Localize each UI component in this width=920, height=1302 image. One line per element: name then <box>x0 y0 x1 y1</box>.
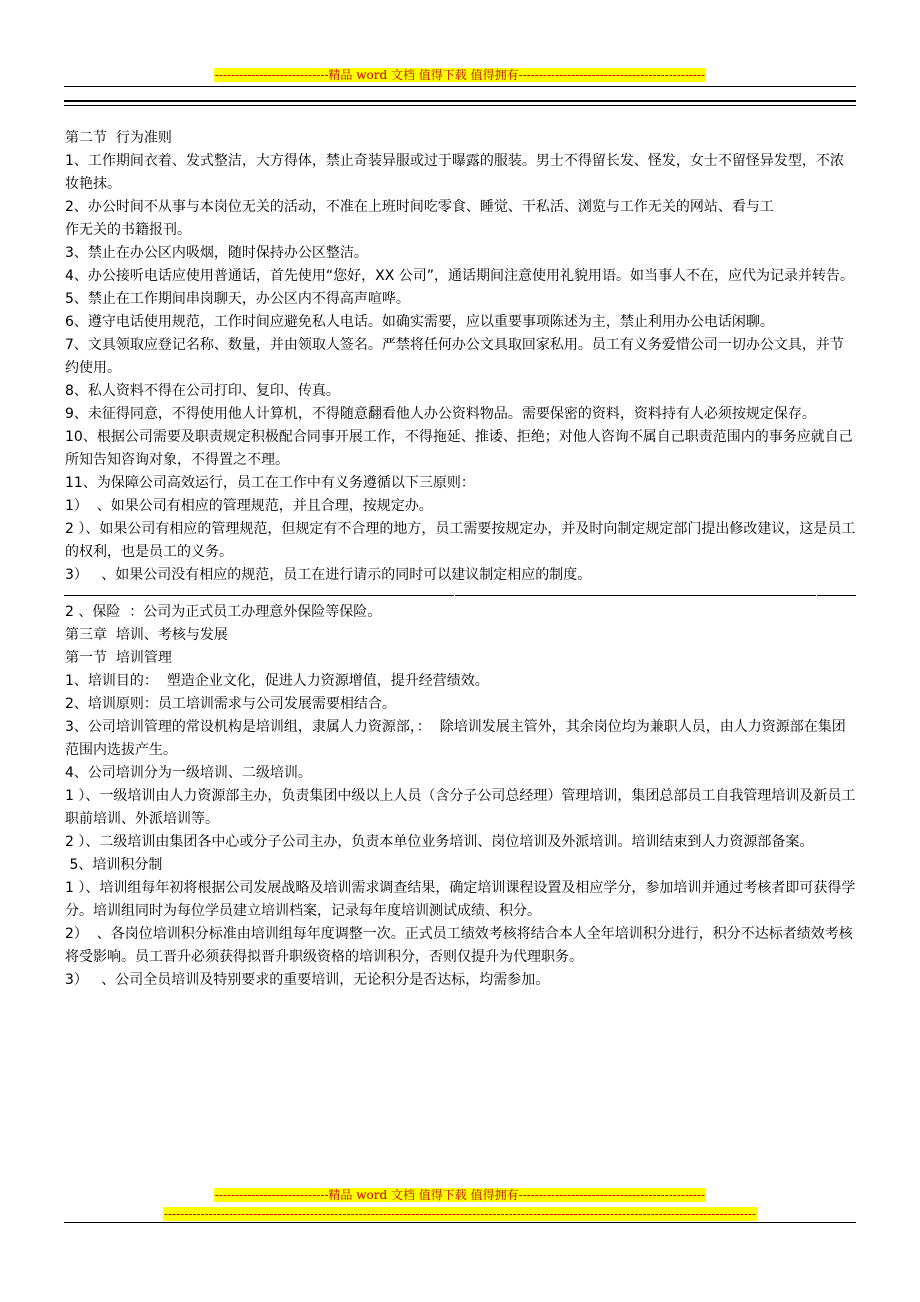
footer-dashes <box>0 1207 920 1222</box>
paragraph: 2 ）、如果公司有相应的管理规范，但规定有不合理的地方，员工需要按规定办，并及时向制定规定部门提出修改建议，这是员工的权利，也是员工的义务。 <box>65 521 856 560</box>
section-training <box>65 601 857 992</box>
footer-banner-text: ----------------------------精品 word 文档 值得下载 值得拥有---------------------------------------------- <box>214 1188 706 1202</box>
paragraph: 作无关的书籍报刊。 <box>65 222 191 238</box>
paragraph: 3、禁止在办公区内吸烟，随时保持办公区整洁。 <box>65 245 368 261</box>
paragraph: 5、禁止在工作期间串岗聊天，办公区内不得高声喧哗。 <box>65 291 410 307</box>
paragraph: 第三章 培训、考核与发展 <box>65 627 228 643</box>
paragraph: 2） 、各岗位培训积分标准由培训组每年度调整一次。正式员工绩效考核将结合本人全年培训积分进行，积分不达标者绩效考核将受影响。员工晋升必须获得拟晋升职级资格的培训积分，否则仅提升为代理职务。 <box>65 926 853 965</box>
paragraph: 5、培训积分制 <box>65 857 163 873</box>
paragraph: 2、培训原则：员工培训需求与公司发展需要相结合。 <box>65 696 396 712</box>
paragraph: 第一节 培训管理 <box>65 650 172 666</box>
paragraph: 1） 、如果公司有相应的管理规范，并且合理，按规定办。 <box>65 498 433 514</box>
paragraph: 9、未征得同意，不得使用他人计算机，不得随意翻看他人办公资料物品。需要保密的资料，资料持有人必须按规定保存。 <box>65 406 816 422</box>
paragraph: 10、根据公司需要及职责规定积极配合同事开展工作，不得拖延、推诿、拒绝；对他人咨询不属自己职责范围内的事务应就自己所知告知咨询对象，不得置之不理。 <box>65 429 853 468</box>
paragraph: 8、私人资料不得在公司打印、复印、传真。 <box>65 383 340 399</box>
header-banner-text: ----------------------------精品 word 文档 值得下载 值得拥有---------------------------------------------- <box>214 68 706 82</box>
paragraph: 3） 、公司全员培训及特别要求的重要培训，无论积分是否达标，均需参加。 <box>65 972 550 988</box>
footer-rule <box>64 1222 856 1223</box>
header-rule <box>64 86 856 87</box>
document-body <box>65 127 857 992</box>
section-code-of-conduct <box>65 127 857 587</box>
paragraph: 第二节 行为准则 <box>65 130 172 146</box>
paragraph: 2 、保险 ：公司为正式员工办理意外保险等保险。 <box>65 604 382 620</box>
paragraph: 6、遵守电话使用规范，工作时间应避免私人电话。如确实需要，应以重要事项陈述为主，禁止利用办公电话闲聊。 <box>65 314 774 330</box>
paragraph: 11、为保障公司高效运行，员工在工作中有义务遵循以下三原则： <box>65 475 475 491</box>
page-break-rule <box>64 595 856 596</box>
paragraph: 4、办公接听电话应使用普通话，首先使用“您好，XX 公司”，通话期间注意使用礼貌用语。如当事人不在，应代为记录并转告。 <box>65 268 855 284</box>
header-banner <box>0 68 920 83</box>
header-double-rule-top <box>64 100 856 102</box>
paragraph: 1、培训目的： 塑造企业文化，促进人力资源增值，提升经营绩效。 <box>65 673 489 689</box>
paragraph: 1 ）、培训组每年初将根据公司发展战略及培训需求调查结果，确定培训课程设置及相应学分，参加培训并通过考核者即可获得学分。培训组同时为每位学员建立培训档案，记录每年度培训测试成绩、积分。 <box>65 880 856 919</box>
paragraph: 7、文具领取应登记名称、数量，并由领取人签名。严禁将任何办公文具取回家私用。员工有义务爱惜公司一切办公文具，并节约使用。 <box>65 337 844 376</box>
footer-dashes-text: -------------------------------------------------------------------------------------------------------------------------------------------------- <box>164 1207 756 1221</box>
paragraph: 3） 、如果公司没有相应的规范，员工在进行请示的同时可以建议制定相应的制度。 <box>65 567 592 583</box>
header-double-rule-bottom <box>64 105 856 106</box>
paragraph: 1、工作期间衣着、发式整洁，大方得体，禁止奇装异服或过于曝露的服装。男士不得留长发、怪发，女士不留怪异发型，不浓妆艳抹。 <box>65 153 844 192</box>
footer-banner <box>0 1188 920 1203</box>
paragraph: 2 ）、二级培训由集团各中心或分子公司主办，负责本单位业务培训、岗位培训及外派培训。培训结束到人力资源部备案。 <box>65 834 814 850</box>
paragraph: 4、公司培训分为一级培训、二级培训。 <box>65 765 312 781</box>
paragraph: 2、办公时间不从事与本岗位无关的活动，不准在上班时间吃零食、睡觉、干私活、浏览与工作无关的网站、看与工 <box>65 199 774 215</box>
paragraph: 1 ）、一级培训由人力资源部主办，负责集团中级以上人员（含分子公司总经理）管理培训，集团总部员工自我管理培训及新员工职前培训、外派培训等。 <box>65 788 856 827</box>
paragraph: 3、公司培训管理的常设机构是培训组，隶属人力资源部，： 除培训发展主管外，其余岗位均为兼职人员，由人力资源部在集团范围内选拔产生。 <box>65 719 846 758</box>
